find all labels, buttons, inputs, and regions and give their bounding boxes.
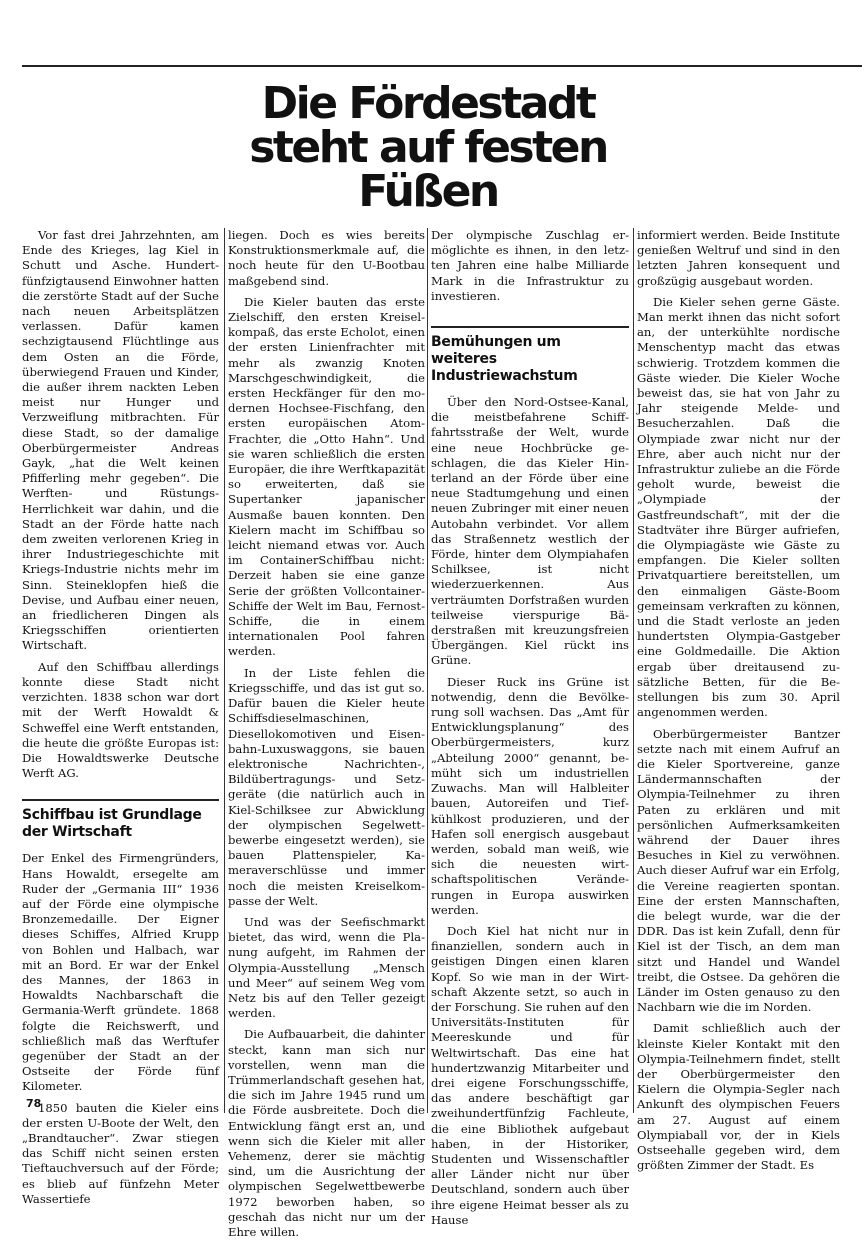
page-number: 78 [26,1097,42,1110]
article-column-1 [22,228,219,1206]
headline-line-2: steht auf festen [249,122,607,173]
section-heading: Bemühungen um weiteres Industriewachstum [431,326,629,385]
column-divider [633,228,634,1113]
article-column-3 [431,228,629,1227]
paragraph: 1850 bauten die Kieler eins der ersten U-Boote der Welt, den „Brandtaucher“. Zwar stiegen das Schiff nicht seinen ersten Tieftauchversuch auf der Förde; es blieb auf fünfzehn Meter Wassertiefe [22,1100,219,1206]
paragraph: Der olympische Zuschlag ermöglichte es ihnen, in den letzten Jahren eine halbe Milliarde Mark in die Infrastruktur zu investieren. [431,228,629,303]
paragraph: Oberbürgermeister Bantzer setzte nach mit einem Aufruf an die Kieler Sportvereine, ganze Ländermannschaften der Olympia-Teilnehmer zu ihren Paten zu erklären und mit persönlichen Aufmerksamkeiten während der Dauer ihres Besuches in Kiel zu verwöhnen. Auch dieser Aufruf war ein Erfolg, die Vereine reagierten spontan. Eine der ersten Mannschaften, die belegt wurde, war die der DDR. Das ist kein Zufall, denn für Kiel ist der Tisch, an dem man sitzt und Handel und Wandel treibt, die Ostsee. Da gehören die Länder im Osten genauso zu den Nachbarn wie die im Norden. [637,726,840,1015]
paragraph: Die Aufbauarbeit, die dahinter steckt, kann man sich nur vorstellen, wenn man die Trümmerlandschaft gesehen hat, die sich im Jahre 1945 rund um die Förde ausbreitete. Doch die Entwicklung fängt erst an, und wenn sich die Kieler mit aller Vehemenz, derer sie mächtig sind, um die Ausrichtung der olympischen Segelwettbewerbe 1972 beworben haben, so geschah das nicht nur um der Ehre willen. [228,1027,425,1239]
paragraph: Damit schließlich auch der kleinste Kieler Kontakt mit den Olympia-Teilnehmern findet, stellt der Oberbürgermeister den Kielern die Olympia-Segler nach Ankunft des olympischen Feuers am 27. August auf einem Olympiaball vor, der in Kiels Ostseehalle gegeben wird, dem größten Zimmer der Stadt. Es [637,1021,840,1173]
paragraph: Der Enkel des Firmengründers, Hans Howaldt, ersegelte am Ruder der „Germania III“ 1936 auf der Förde eine olympische Bronzemedaille. Der Eigner dieses Schiffes, Alfried Krupp von Bohlen und Halbach, war mit an Bord. Er war der Enkel des Mannes, der 1863 in Howaldts Nachbarschaft die Germania-Werft gründete. 1868 folgte die Reichswerft, und schließlich maß das Werftufer gegenüber der Stadt an der Ostseite der Förde fünf Kilometer. [22,851,219,1094]
paragraph: Dieser Ruck ins Grüne ist notwendig, denn die Bevölkerung soll wachsen. Das „Amt für Entwicklungsplanung“ des Oberbürgermeisters, kurz „Abteilung 2000“ genannt, bemüht sich um industriellen Zuwachs. Man will Halbleiter bauen, Autoreifen und Tiefkühlkost produzieren, und der Hafen soll energisch ausgebaut werden, sobald man weiß, wie sich die neuesten wirtschaftspolitischen Veränderungen in Europa auswirken werden. [431,674,629,917]
headline [248,78,608,217]
paragraph: Über den Nord-Ostsee-Kanal, die meistbefahrene Schifffahrtsstraße der Welt, wurde eine neue Hochbrücke geschlagen, die das Kieler Hinterland an der Förde über eine neue Stadtumgehung und einen neuen Zubringer mit einer neuen Autobahn verbindet. Vor allem das Straßennetz westlich der Förde, hinter dem Olympiahafen Schilksee, ist nicht wiederzuerkennen. Aus verträumten Dorfstraßen wurden teilweise vierspurige Bäderstraßen mit kreuzungsfreien Übergängen. Kiel rückt ins Grüne. [431,395,629,668]
paragraph: Vor fast drei Jahrzehnten, am Ende des Krieges, lag Kiel in Schutt und Asche. Hundertfünfzigtausend Einwohner hatten die zerstörte Stadt auf der Suche nach neuen Arbeitsplätzen verlassen. Dafür kamen sechzigtausend Flüchtlinge aus dem Osten an die Förde, überwiegend Frauen und Kinder, die außer ihrem nackten Leben meist nur Hunger und Verzweiflung mitbrachten. Für diese Stadt, so der damalige Oberbürgermeister Andreas Gayk, „hat die Welt keinen Pfifferling mehr gegeben“. Die Werften- und Rüstungs-Herrlichkeit war dahin, und die Stadt an der Förde hatte nach dem zweiten verlorenen Krieg in ihrer Industriegeschichte mit Kriegs-Industrie nichts mehr im Sinn. Steineklopfen hieß die Devise, und Aufbau einer neuen, an friedlicheren Dingen als Kriegsschiffen orientierten Wirtschaft. [22,228,219,653]
paragraph: Auf den Schiffbau allerdings konnte diese Stadt nicht verzichten. 1838 schon war dort mit der Werft Howaldt & Schweffel eine Werft entstanden, die heute die größte Europas ist: Die Howaldtswerke Deutsche Werft AG. [22,659,219,781]
paragraph: liegen. Doch es wies bereits Konstruktionsmerkmale auf, die noch heute für den U-Bootbau maßgebend sind. [228,228,425,288]
paragraph: In der Liste fehlen die Kriegsschiffe, und das ist gut so. Dafür bauen die Kieler heute Schiffsdieselmaschinen, Diesellokomotiven und Eisenbahn-Luxuswaggons, sie bauen elektronische Nachrichten-, Bildübertragungs- und Setzgeräte (die natürlich auch in Kiel-Schilksee zur Abwicklung der olympischen Segelwettbewerbe eingesetzt werden), sie bauen Plattenspieler, Kameraverschlüsse und immer noch die meisten Kreiselkompasse der Welt. [228,665,425,908]
paragraph: Und was der Seefischmarkt bietet, das wird, wenn die Planung aufgeht, im Rahmen der Olympia-Ausstellung „Mensch und Meer“ auf seinem Weg vom Netz bis auf den Teller gezeigt werden. [228,914,425,1021]
paragraph: Die Kieler bauten das erste Zielschiff, den ersten Kreiselkompaß, das erste Echolot, einen der ersten Linienfrachter mit mehr als zwanzig Knoten Marschgeschwindigkeit, die ersten Heckfänger für den modernen Hochsee-Fischfang, den ersten europäischen AtomFrachter, die „Otto Hahn“. Und sie waren schließlich die ersten Europäer, die ihre Werftkapazität so erweiterten, daß sie Supertanker japanischer Ausmaße bauen konnten. Den Kielern macht im Schiffbau so leicht niemand etwas vor. Auch im ContainerSchiffbau nicht: Derzeit haben sie eine ganze Serie der größten Vollcontainer-Schiffe der Welt im Bau, Fernost-Schiffe, die in einem internationalen Pool fahren werden. [228,294,425,659]
column-divider [427,228,428,1113]
headline-line-3: Füßen [358,166,498,217]
top-rule [22,65,862,67]
section-heading: Schiffbau ist Grundlage der Wirtschaft [22,799,219,841]
paragraph: Doch Kiel hat nicht nur in finanziellen, sondern auch in geistigen Dingen einen klaren Kopf. So wie man in der Wirtschaft Akzente setzt, so auch in der Forschung. Sie ruhen auf den Universitäts-Instituten für Meereskunde und für Weltwirtschaft. Das eine hat hundertzwanzig Mitarbeiter und drei eigene Forschungsschiffe, das andere beschäftigt gar zweihundertfünfzig Fachleute, die eine Bibliothek aufgebaut haben, in der Historiker, Studenten und Wissenschaftler aller Länder nicht nur über Deutschland, sondern auch über ihre eigene Heimat besser als zu Hause [431,923,629,1227]
column-divider [224,228,225,1113]
headline-line-1: Die Fördestadt [261,78,595,129]
article-column-2 [228,228,425,1239]
paragraph: Die Kieler sehen gerne Gäste. Man merkt ihnen das nicht sofort an, der unterkühlte nordische Menschentyp macht das etwas schwierig. Trotzdem kommen die Gäste wieder. Die Kieler Woche beweist das, sie hat von Jahr zu Jahr steigende Melde- und Besucherzahlen. Daß die Olympiade zwar nicht nur der Ehre, aber auch nicht nur der Infrastruktur zuliebe an die Förde geholt wurde, beweist die „Olympiade der Gastfreundschaft“, mit der die Stadtväter ihre Bürger aufriefen, die Olympiagäste wie Gäste zu empfangen. Die Kieler sollten Privatquartiere bereitstellen, um den einmaligen Gäste-Boom gemeinsam verkraften zu können, und die Stadt verloste an jeden hundertsten Olympia-Gastgeber eine Goldmedaille. Die Aktion ergab über dreitausend zusätzliche Betten, für die Bestellungen bis zum 30. April angenommen werden. [637,294,840,720]
article-column-4 [637,228,840,1173]
paragraph: informiert werden. Beide Institute genießen Weltruf und sind in den letzten Jahren konsequent und großzügig ausgebaut worden. [637,228,840,288]
